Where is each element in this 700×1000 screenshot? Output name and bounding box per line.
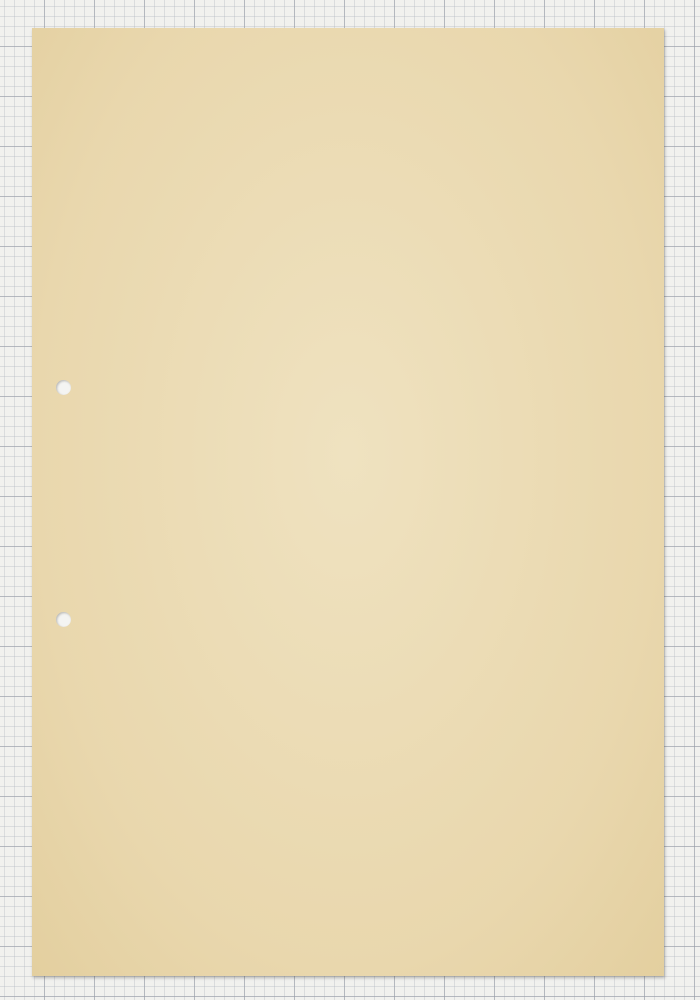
punch-hole xyxy=(56,612,71,627)
document-page xyxy=(32,28,664,976)
typed-text-body xyxy=(70,42,606,89)
punch-hole xyxy=(56,380,71,395)
page-header xyxy=(70,42,606,66)
